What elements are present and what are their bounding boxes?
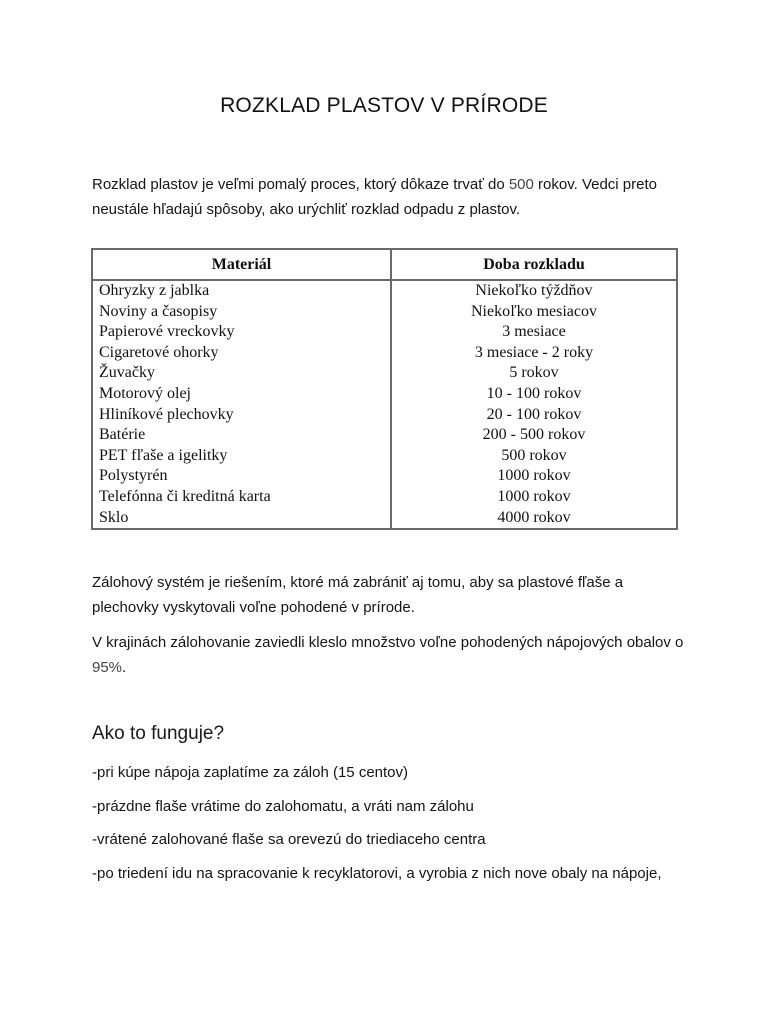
table-cell-duration: 5 rokov [391,363,677,384]
table-cell-duration: 20 - 100 rokov [391,405,677,426]
table-cell-material: Ohryzky z jablka [92,280,391,302]
table-cell-material: Batérie [92,425,391,446]
table-cell-material: PET fľaše a igelitky [92,446,391,467]
table-cell-material: Hliníkové plechovky [92,405,391,426]
table-cell-material: Noviny a časopisy [92,302,391,323]
table-row [92,405,677,426]
table-cell-duration: 200 - 500 rokov [391,425,677,446]
table-row [92,466,677,487]
table-cell-material: Polystyrén [92,466,391,487]
table-row [92,322,677,343]
intro-paragraph [92,173,692,222]
table-cell-duration: 500 rokov [391,446,677,467]
intro-text-start: Rozklad plastov je veľmi pomalý proces, ktorý dôkaze trvať do [92,176,509,193]
table-cell-duration: 4000 rokov [391,508,677,530]
table-row [92,302,677,323]
table-row [92,384,677,405]
reduction-paragraph [92,631,692,680]
table-cell-duration: 3 mesiace [391,322,677,343]
step-item: -po triedení idu na spracovanie k recyklatorovi, a vyrobia z nich nove obaly na nápoje, [92,865,662,882]
table-row [92,446,677,467]
table-row [92,363,677,384]
table-cell-material: Papierové vreckovky [92,322,391,343]
table-row [92,343,677,364]
table-row [92,425,677,446]
table-cell-material: Telefónna či kreditná karta [92,487,391,508]
table-cell-duration: 1000 rokov [391,466,677,487]
decomposition-table-grid [91,248,678,530]
table-cell-duration: 10 - 100 rokov [391,384,677,405]
table-cell-duration: Niekoľko mesiacov [391,302,677,323]
page-title: ROZKLAD PLASTOV V PRÍRODE [220,94,548,117]
table-row [92,487,677,508]
intro-text-end: rokov. Vedci preto neustále hľadajú spôsoby, ako urýchliť rozklad odpadu z plastov. [92,176,657,218]
table-cell-duration: Niekoľko týždňov [391,280,677,302]
step-item: -vrátené zalohované flaše sa orevezú do triediaceho centra [92,831,486,848]
reduction-number: 95% [92,658,123,676]
table-cell-duration: 3 mesiace - 2 roky [391,343,677,364]
table-row [92,508,677,530]
table-cell-material: Motorový olej [92,384,391,405]
table-row [92,280,677,302]
table-cell-duration: 1000 rokov [391,487,677,508]
decomposition-table [91,248,678,530]
reduction-text-start: V krajinách zálohovanie zaviedli kleslo množstvo voľne pohodených nápojových obalov o [92,634,684,651]
table-header-material: Materiál [92,249,391,280]
how-it-works-heading: Ako to funguje? [92,723,225,744]
table-cell-material: Žuvačky [92,363,391,384]
step-item: -prázdne flaše vrátime do zalohomatu, a vráti nam zálohu [92,798,474,815]
reduction-text-end: . [122,658,127,676]
table-cell-material: Sklo [92,508,391,530]
table-header-row [92,249,677,280]
deposit-system-paragraph: Zálohový systém je riešením, ktoré má zabrániť aj tomu, aby sa plastové fľaše a plechovky vyskytovali voľne pohodené v prírode. [92,574,624,616]
table-header-duration: Doba rozkladu [391,249,677,280]
step-item: -pri kúpe nápoja zaplatíme za záloh (15 centov) [92,764,409,781]
table-cell-material: Cigaretové ohorky [92,343,391,364]
intro-number: 500 [508,176,534,193]
